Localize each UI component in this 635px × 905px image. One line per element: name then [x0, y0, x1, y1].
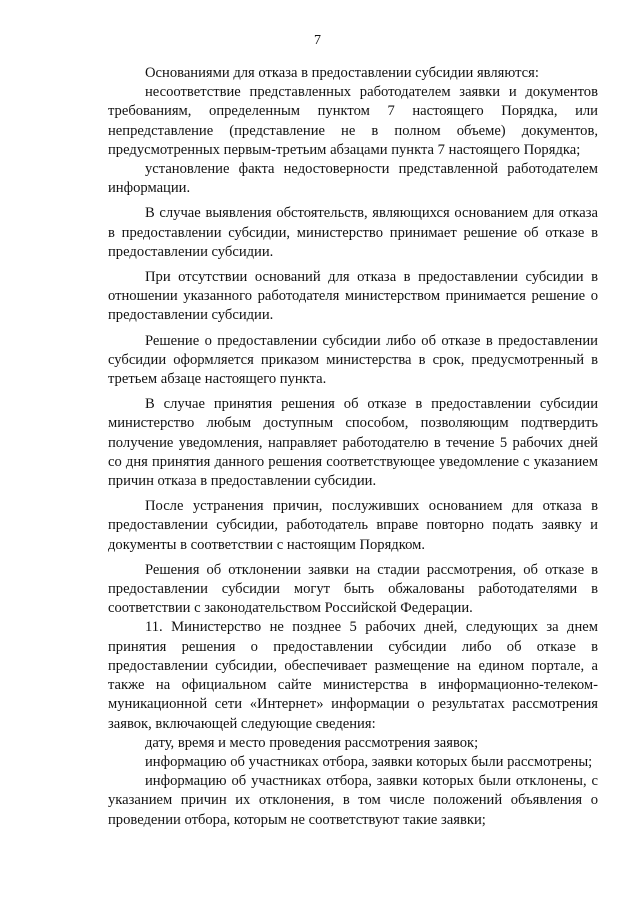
list-item-reviewed-participants: информацию об участниках отбора, заявки которых были рассмотрены;	[145, 753, 593, 770]
document-body	[108, 64, 598, 830]
paragraph-resubmission: После устранения причин, послуживших основанием для отказа в предоставлении субсидии, работодатель вправе повторно подать заявку и документы в соответствии с настоящим Порядком.	[108, 498, 598, 553]
page-number: 7	[314, 33, 321, 48]
paragraph-order-decision: Решение о предоставлении субсидии либо об отказе в предоставлении субсидии оформляется приказом министерства в срок, предусмотренный в третьем абзаце настоящего пункта.	[108, 332, 598, 388]
list-item-date-time-place: дату, время и место проведения рассмотрения заявок;	[145, 734, 479, 751]
paragraph-ground-noncompliance: несоответствие представленных работодателем заявки и документов требованиям, определенным пунктом 7 настоящего Порядка, или непредставление (представление не в полном объеме) документов, предусмотренных первым-третьим абзацами пункта 7 настоящего Порядка;	[108, 84, 598, 158]
paragraph-appeal: Решения об отклонении заявки на стадии рассмотрения, об отказе в предоставлении субсидии могут быть обжалованы работодателями в соответствии с законодательством Российской Федерации.	[108, 561, 598, 617]
paragraph-notification: В случае принятия решения об отказе в предоставлении субсидии министерство любым доступным способом, позволяющим подтвердить получение уведомления, направляет работодателю в течение 5 рабочих дней со дня принятия данного решения соответствующее уведомление с указанием причин отказа в предоставлении субсидии.	[108, 396, 598, 490]
paragraph-ground-false-info: установление факта недостоверности представленной работодателем информации.	[108, 161, 598, 197]
paragraph-grounds-heading: Основаниями для отказа в предоставлении субсидии являются:	[145, 65, 539, 81]
paragraph-grant-decision: При отсутствии оснований для отказа в предоставлении субсидии в отношении указанного работодателя министерством принимается решение о предоставлении субсидии.	[108, 269, 598, 324]
list-item-rejected-participants: информацию об участниках отбора, заявки которых были отклонены, с указанием причин их отклонения, в том числе положений объявления о проведении отбора, которым не соответствуют такие заявки;	[108, 773, 598, 828]
paragraph-refusal-decision: В случае выявления обстоятельств, являющихся основанием для отказа в предоставлении субсидии, министерство принимает решение об отказе в предоставлении субсидии.	[108, 205, 598, 260]
paragraph-item-11: 11. Министерство не позднее 5 рабочих дней, следующих за днем принятия решения о предоставлении субсидии либо об отказе в предоставлении субсидии, обеспечивает размещение на едином портале, а также на официальном сайте министерства в информационно-телеком-муникационной сети «Интернет» информации о результатах рассмотрения заявок, включающей следующие сведения:	[108, 619, 598, 732]
